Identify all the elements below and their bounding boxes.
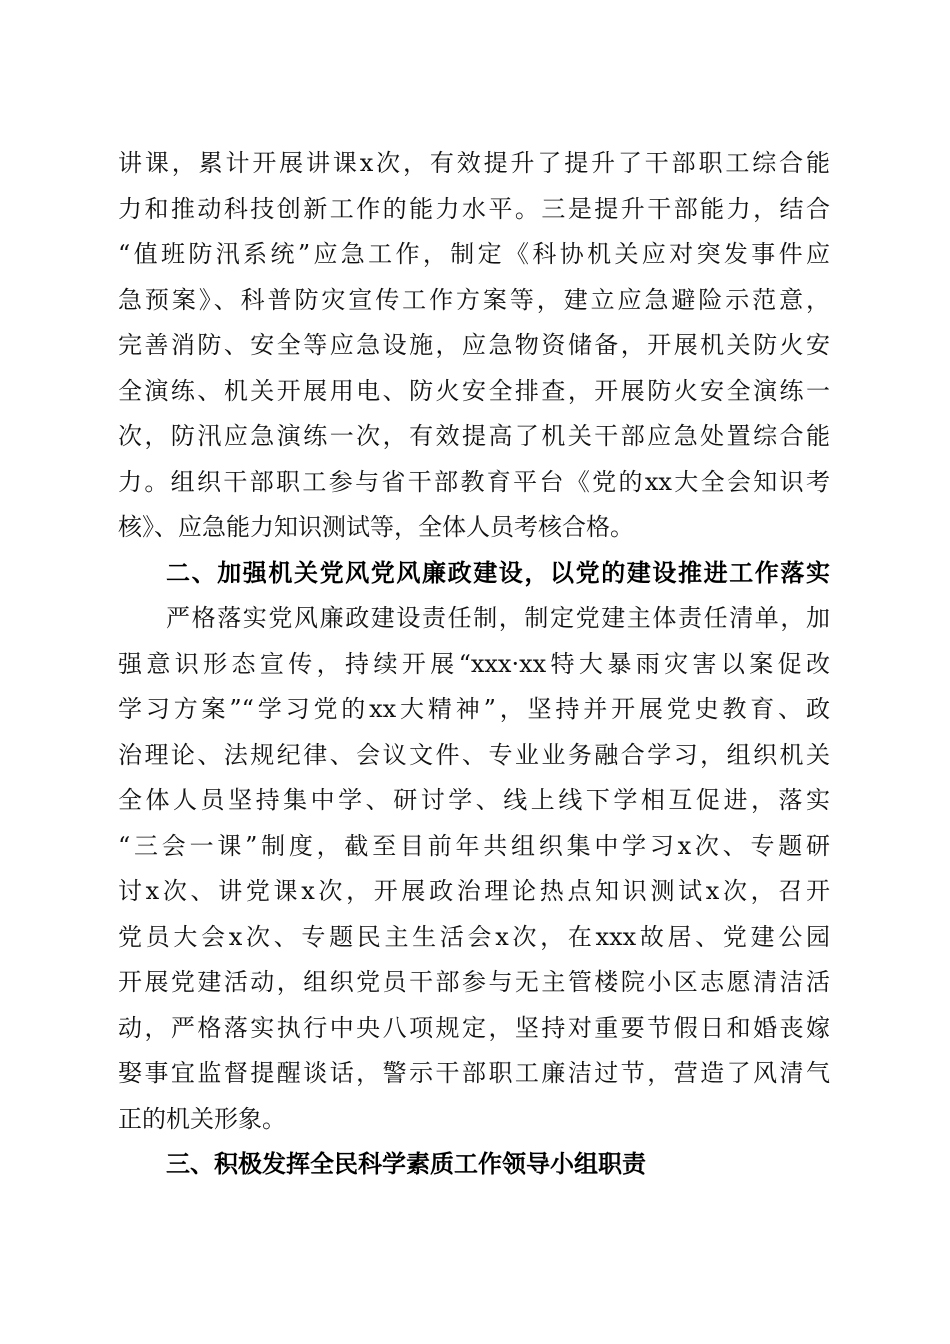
- paragraph-1-line: 讲课，累计开展讲课x次，有效提升了提升了干部职工综合能: [118, 149, 830, 177]
- paragraph-2-line: 严格落实党风廉政建设责任制，制定党建主体责任清单，加: [166, 604, 830, 632]
- paragraph-1-line: 次，防汛应急演练一次，有效提高了机关干部应急处置综合能: [118, 422, 830, 450]
- paragraph-1-line: 全演练、机关开展用电、防火安全排查，开展防火安全演练一: [118, 377, 830, 405]
- paragraph-2-line: 学习方案”“学习党的xx大精神”，坚持并开展党史教育、政: [118, 695, 830, 723]
- paragraph-2-line: “三会一课”制度，截至目前年共组织集中学习x次、专题研: [118, 832, 830, 860]
- paragraph-2-line: 娶事宜监督提醒谈话，警示干部职工廉洁过节，营造了风清气: [118, 1059, 830, 1087]
- paragraph-1-line: 核》、应急能力知识测试等，全体人员考核合格。: [118, 513, 634, 541]
- paragraph-1-line: “值班防汛系统”应急工作，制定《科协机关应对突发事件应: [118, 240, 830, 268]
- paragraph-2-line: 强意识形态宣传，持续开展“xxx·xx特大暴雨灾害以案促改: [118, 650, 830, 678]
- paragraph-2-line: 动，严格落实执行中央八项规定，坚持对重要节假日和婚丧嫁: [118, 1014, 830, 1042]
- paragraph-1-line: 力。组织干部职工参与省干部教育平台《党的xx大全会知识考: [118, 468, 830, 496]
- paragraph-2-line: 党员大会x次、专题民主生活会x次，在xxx故居、党建公园: [118, 923, 830, 951]
- paragraph-1-line: 力和推动科技创新工作的能力水平。三是提升干部能力，结合: [118, 195, 830, 223]
- section-heading-3: 三、积极发挥全民科学素质工作领导小组职责: [166, 1150, 646, 1178]
- section-heading-2: 二、加强机关党风党风廉政建设，以党的建设推进工作落实: [166, 559, 830, 587]
- paragraph-1-line: 急预案》、科普防灾宣传工作方案等，建立应急避险示范意，: [118, 286, 830, 314]
- paragraph-1-line: 完善消防、安全等应急设施，应急物资储备，开展机关防火安: [118, 331, 830, 359]
- paragraph-2-line: 开展党建活动，组织党员干部参与无主管楼院小区志愿清洁活: [118, 968, 830, 996]
- paragraph-2-line: 正的机关形象。: [118, 1105, 286, 1133]
- paragraph-2-line: 治理论、法规纪律、会议文件、专业业务融合学习，组织机关: [118, 741, 830, 769]
- paragraph-2-line: 全体人员坚持集中学、研讨学、线上线下学相互促进，落实: [118, 786, 830, 814]
- paragraph-2-line: 讨x次、讲党课x次，开展政治理论热点知识测试x次，召开: [118, 877, 830, 905]
